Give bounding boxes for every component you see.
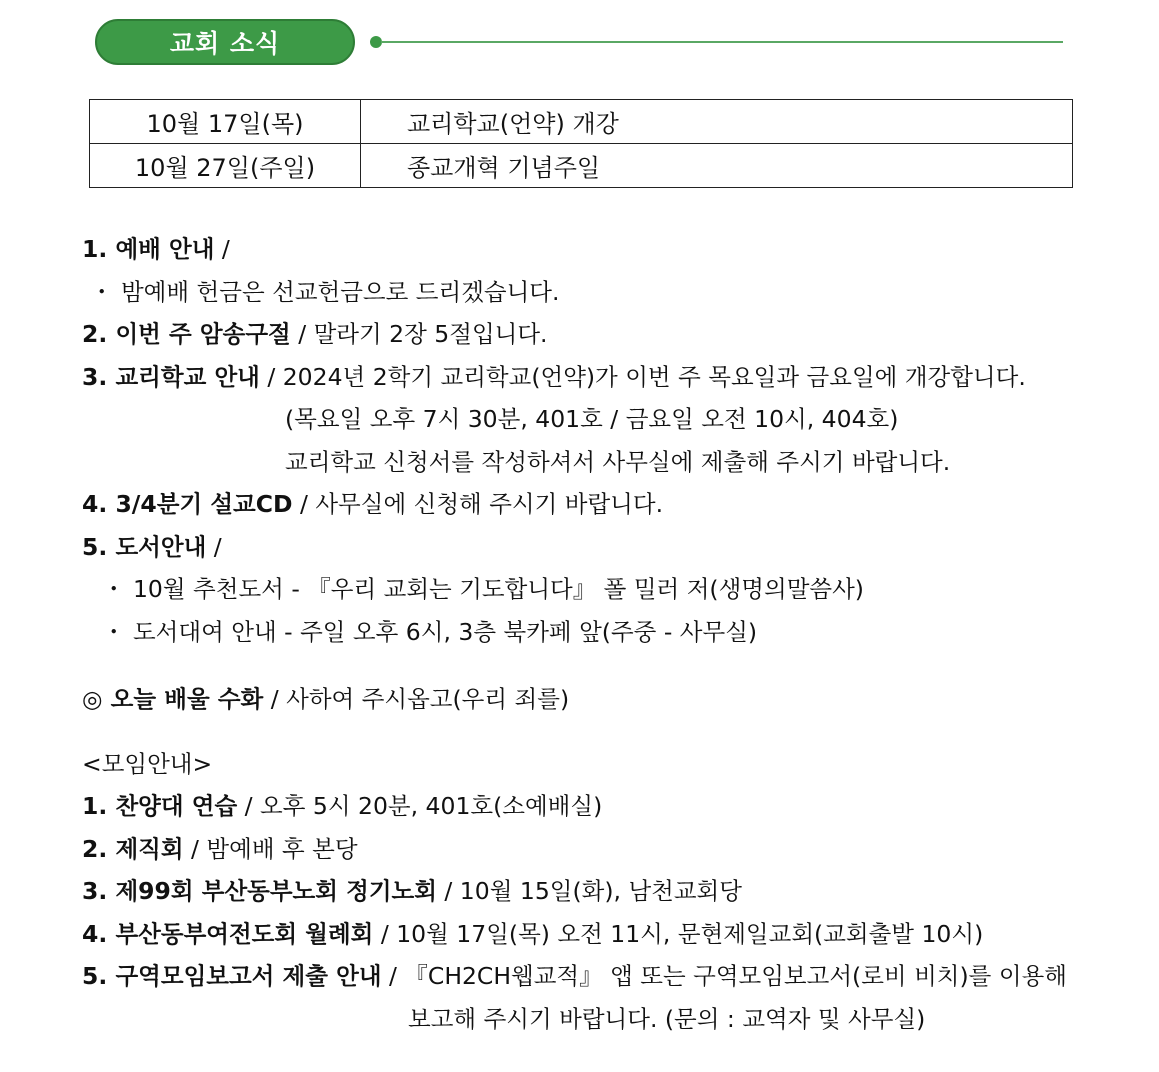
school-times: (목요일 오후 7시 30분, 401호 / 금요일 오전 10시, 404호) xyxy=(285,405,899,433)
meeting-title: 1. 찬양대 연습 xyxy=(82,792,238,820)
worship-notice xyxy=(82,228,1142,271)
books-recommend: ・ 10월 추천도서 - 『우리 교회는 기도합니다』 폴 밀러 저(생명의말씀사) xyxy=(102,575,864,603)
meeting-item xyxy=(82,913,1142,956)
meeting-text: / 오후 5시 20분, 401호(소예배실) xyxy=(237,792,603,820)
schedule-table xyxy=(89,99,1073,188)
schedule-date: 10월 27일(주일) xyxy=(90,144,361,188)
meeting-text: / 10월 15일(화), 남천교회당 xyxy=(436,877,742,905)
worship-title: 1. 예배 안내 xyxy=(82,235,215,263)
sign-title: ◎ 오늘 배울 수화 xyxy=(82,685,264,713)
meeting-text: / 밤예배 후 본당 xyxy=(183,834,358,863)
meeting-title: 5. 구역모임보고서 제출 안내 xyxy=(82,962,382,990)
sign-language-notice xyxy=(82,678,1142,721)
schedule-date: 10월 17일(목) xyxy=(90,100,361,144)
meeting-title: 3. 제99회 부산동부노회 정기노회 xyxy=(82,877,437,905)
header-line xyxy=(381,41,1063,43)
books-sep: / xyxy=(206,532,222,561)
books-title: 5. 도서안내 xyxy=(82,532,207,561)
school-title: 3. 교리학교 안내 xyxy=(82,362,260,391)
meeting-title: 2. 제직회 xyxy=(82,834,184,863)
books-lending: ・ 도서대여 안내 - 주일 오후 6시, 3층 북카페 앞(주중 - 사무실) xyxy=(102,617,758,646)
meeting-item xyxy=(82,828,1142,871)
meeting-item xyxy=(82,785,1142,828)
cd-text: / 사무실에 신청해 주시기 바랍니다. xyxy=(292,490,664,518)
school-application: 교리학교 신청서를 작성하셔서 사무실에 제출해 주시기 바랍니다. xyxy=(285,447,951,476)
cd-notice xyxy=(82,483,1142,526)
schedule-event: 교리학교(언약) 개강 xyxy=(361,100,1073,144)
bulletin-content xyxy=(82,228,1142,1040)
sign-text: / 사하여 주시옵고(우리 죄를) xyxy=(263,685,570,713)
meeting-item xyxy=(82,955,1142,998)
section-title: 교회 소식 xyxy=(169,29,281,58)
worship-bullet: ・ 밤예배 헌금은 선교헌금으로 드리겠습니다. xyxy=(90,277,560,306)
memory-verse-notice xyxy=(82,313,1142,356)
section-title-pill xyxy=(95,19,355,65)
meeting-item xyxy=(82,870,1142,913)
table-row xyxy=(90,144,1073,188)
school-notice xyxy=(82,356,1142,399)
meeting-text: / 『CH2CH웹교적』 앱 또는 구역모임보고서(로비 비치)를 이용해 xyxy=(381,962,1067,990)
table-row xyxy=(90,100,1073,144)
books-notice xyxy=(82,526,1142,569)
cd-title: 4. 3/4분기 설교CD xyxy=(82,490,293,518)
meetings-heading: <모임안내> xyxy=(82,749,213,778)
worship-sep: / xyxy=(214,235,230,263)
section-header xyxy=(95,19,1063,67)
meeting-title: 4. 부산동부여전도회 월례회 xyxy=(82,919,374,948)
memory-text: / 말라기 2장 5절입니다. xyxy=(290,320,548,348)
school-text: / 2024년 2학기 교리학교(언약)가 이번 주 목요일과 금요일에 개강합니다. xyxy=(259,362,1026,391)
meeting-text: / 10월 17일(목) 오전 11시, 문현제일교회(교회출발 10시) xyxy=(373,919,984,948)
schedule-event: 종교개혁 기념주일 xyxy=(361,144,1073,188)
meeting-item-continuation: 보고해 주시기 바랍니다. (문의 : 교역자 및 사무실) xyxy=(408,1004,926,1033)
memory-title: 2. 이번 주 암송구절 xyxy=(82,320,291,348)
